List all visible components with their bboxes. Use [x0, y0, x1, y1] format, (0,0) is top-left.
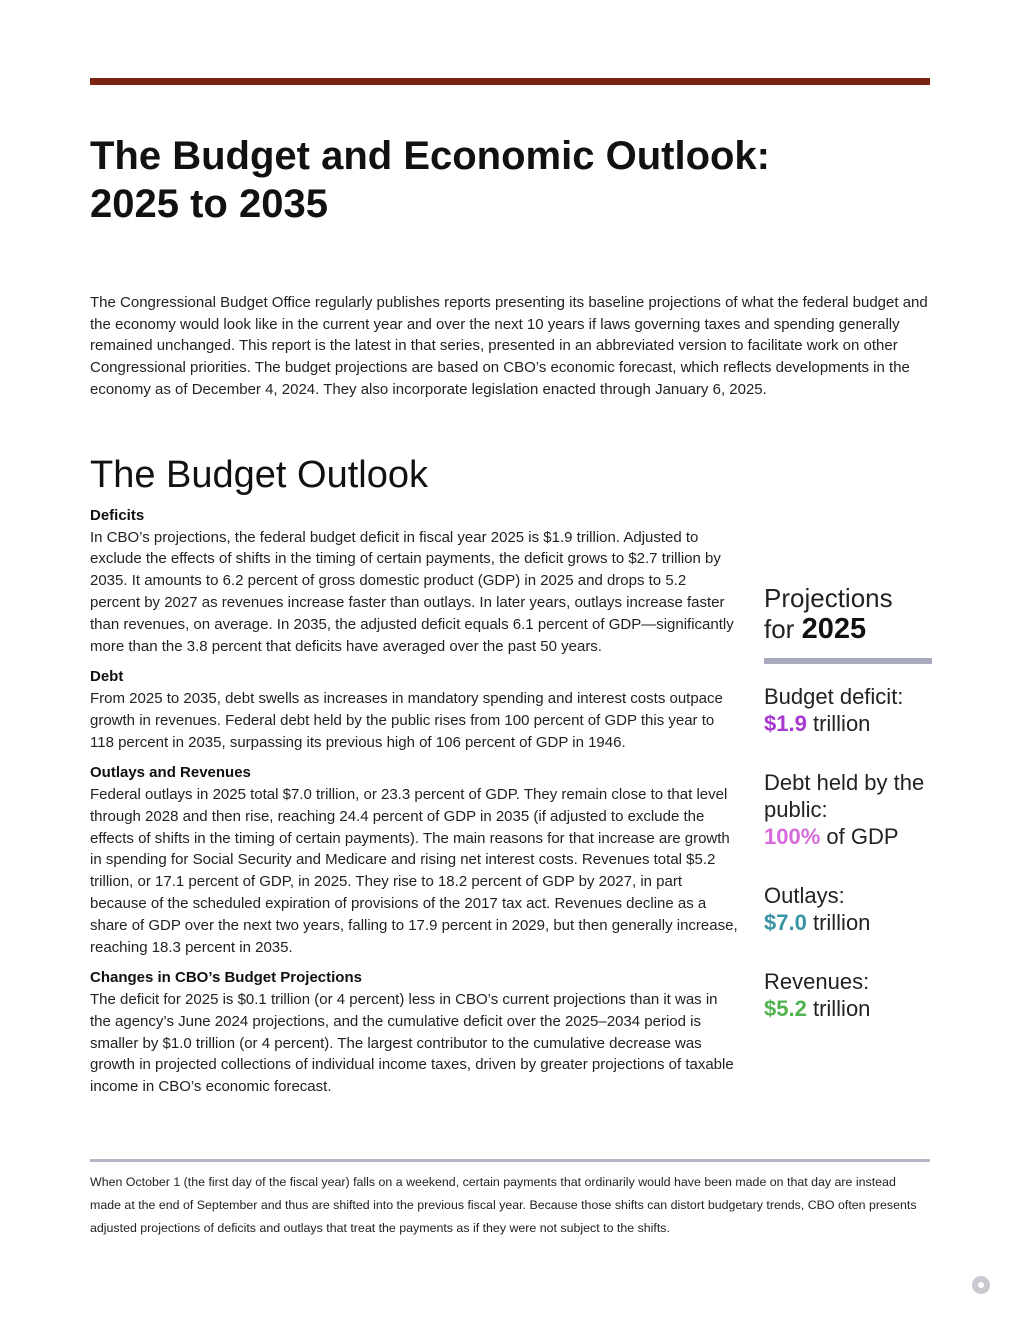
outlays-revenues-heading: Outlays and Revenues — [90, 764, 251, 782]
stat-value: $1.9 — [764, 711, 807, 736]
stat-value: 100% — [764, 824, 821, 849]
intro-paragraph: The Congressional Budget Office regularly publishes reports presenting its baseline projections of what the federal budget and the economy would look like in the current year and over the next 10 years if laws governing taxes and spending generally remained unchanged. This report is the latest in that series, presented in an abbreviated version to facilitate work on other Congressional priorities. The budget projections are based on CBO’s economic forecast, which reflects developments in the economy as of December 4, 2024. They also incorporate legislation enacted through January 6, 2025. — [90, 294, 928, 398]
deficits-heading: Deficits — [90, 507, 145, 524]
footnote: When October 1 (the first day of the fiscal year) falls on a weekend, certain payments that ordinarily would have been made on that day are instead made at the end of September and thus are shifted into the previous fiscal year. Because those shifts can distort budgetary trends, CBO often presents adjusted projections of deficits and outlays that treat the payments as if they were not subject to the shifts. — [90, 1175, 917, 1235]
sidebar-heading-year: 2025 — [801, 613, 867, 645]
debt-heading: Debt — [90, 668, 124, 686]
sidebar-heading-line1: Projections — [764, 583, 893, 613]
stat-unit: trillion — [812, 996, 871, 1021]
section-title: The Budget Outlook — [90, 454, 428, 496]
projections-sidebar — [764, 583, 932, 1054]
outlays-revenues-text: Federal outlays in 2025 total $7.0 trillion, or 23.3 percent of GDP. They remain close to that level through 2028 and then rise, reaching 24.4 percent of GDP in 2035 (if adjusted to exclude the effects of shifts in the timing of certain payments). The main reasons for that increase are growth in spending for Social Security and Medicare and rising net interest costs. Revenues total $5.2 trillion, or 17.1 percent of GDP, in 2025. They rise to 18.2 percent of GDP by 2027, in part because of the scheduled expiration of provisions of the 2017 tax act. Revenues decline as a share of GDP over the next two years, falling to 17.9 percent in 2029, but then generally increase, reaching 18.3 percent in 2035. — [90, 785, 738, 956]
changes-text: The deficit for 2025 is $0.1 trillion (or 4 percent) less in CBO’s current projections than it was in the agency’s June 2024 projections, and the cumulative deficit over the 2025–2034 period is smaller by $1.0 trillion (or 4 percent). The largest contributor to the cumulative decrease was growth in projected collections of individual income taxes, driven by greater projections of taxable income in CBO’s economic forecast. — [90, 990, 734, 1096]
changes-heading: Changes in CBO’s Budget Projections — [90, 969, 362, 987]
stat-budget-deficit — [764, 683, 932, 737]
stat-label: Debt held by the public: — [764, 770, 925, 822]
title-line-1: The Budget and Economic Outlook: — [90, 134, 770, 178]
document-title — [90, 132, 930, 228]
stat-value: $7.0 — [764, 910, 807, 935]
debt-text: From 2025 to 2035, debt swells as increases in mandatory spending and interest costs outpace growth in revenues. Federal debt held by the public rises from 100 percent of GDP this year to 118 percent in 2035, surpassing its previous high of 106 percent of GDP in 1946. — [90, 689, 723, 751]
main-column — [90, 505, 740, 1107]
deficits-text: In CBO’s projections, the federal budget deficit in fiscal year 2025 is $1.9 trillion. Adjusted to exclude the effects of shifts in the timing of certain payments, the deficit grows to $2.7 trillion by 2035. It amounts to 6.2 percent of gross domestic product (GDP) in 2025 and drops to 5.2 percent by 2027 as revenues increase faster than outlays. In later years, outlays increase faster than revenues, on average. In 2035, the adjusted deficit equals 6.1 percent of GDP—significantly more than the 3.8 percent that deficits have averaged over the past 50 years. — [90, 528, 734, 655]
stat-revenues — [764, 968, 932, 1022]
sidebar-heading — [764, 583, 932, 645]
stat-debt-held — [764, 769, 932, 850]
sidebar-rule — [764, 658, 932, 664]
stat-outlays — [764, 882, 932, 936]
stat-value: $5.2 — [764, 996, 807, 1021]
title-line-2: 2025 to 2035 — [90, 182, 328, 226]
footnote-rule — [90, 1159, 930, 1162]
logo-icon — [972, 1276, 990, 1294]
stat-unit: of GDP — [826, 824, 899, 849]
stat-label: Revenues: — [764, 969, 870, 994]
sidebar-heading-for: for — [764, 614, 795, 644]
top-rule — [90, 78, 930, 85]
stat-unit: trillion — [812, 910, 871, 935]
stat-label: Outlays: — [764, 883, 845, 908]
stat-label: Budget deficit: — [764, 684, 904, 709]
stat-unit: trillion — [812, 711, 871, 736]
